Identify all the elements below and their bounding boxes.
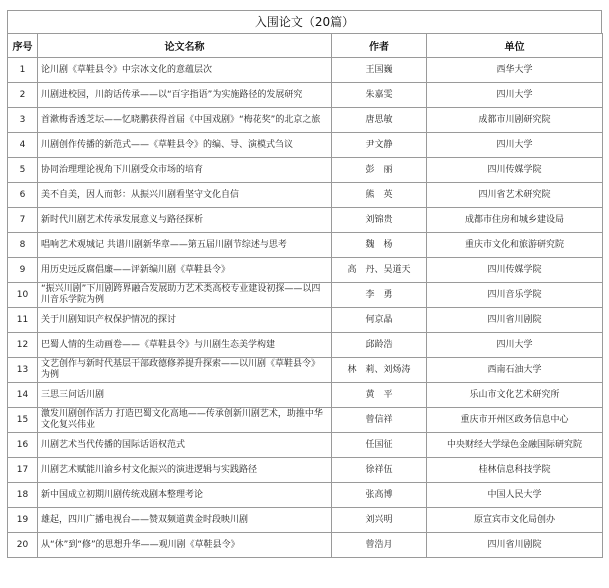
unit-name: 四川省川剧院 bbox=[427, 308, 603, 333]
unit-name: 四川大学 bbox=[427, 83, 603, 108]
row-number: 4 bbox=[8, 133, 38, 158]
table-row bbox=[8, 83, 603, 108]
table-header-row bbox=[8, 34, 603, 58]
author-name: 刘锦贵 bbox=[332, 208, 427, 233]
unit-name: 重庆市开州区政务信息中心 bbox=[427, 408, 603, 433]
paper-title: 用历史远反腐倡廉——评新编川剧《草鞋县令》 bbox=[38, 258, 332, 283]
header-number: 序号 bbox=[8, 34, 38, 58]
author-name: 高 丹、吴道天 bbox=[332, 258, 427, 283]
table-row bbox=[8, 233, 603, 258]
table-row bbox=[8, 208, 603, 233]
table-row bbox=[8, 383, 603, 408]
table-row bbox=[8, 333, 603, 358]
table-row bbox=[8, 533, 603, 558]
author-name: 彭 丽 bbox=[332, 158, 427, 183]
table-row bbox=[8, 183, 603, 208]
row-number: 14 bbox=[8, 383, 38, 408]
header-paper: 论文名称 bbox=[38, 34, 332, 58]
table-row bbox=[8, 158, 603, 183]
unit-name: 中央财经大学绿色金融国际研究院 bbox=[427, 433, 603, 458]
paper-list-sheet bbox=[7, 10, 602, 558]
table-row bbox=[8, 508, 603, 533]
row-number: 18 bbox=[8, 483, 38, 508]
table-row bbox=[8, 483, 603, 508]
row-number: 2 bbox=[8, 83, 38, 108]
row-number: 12 bbox=[8, 333, 38, 358]
author-name: 何京晶 bbox=[332, 308, 427, 333]
author-name: 熊 英 bbox=[332, 183, 427, 208]
table-row bbox=[8, 283, 603, 308]
author-name: 张高博 bbox=[332, 483, 427, 508]
row-number: 19 bbox=[8, 508, 38, 533]
table-row bbox=[8, 458, 603, 483]
row-number: 13 bbox=[8, 358, 38, 383]
paper-title: 川剧艺术当代传播的国际话语权范式 bbox=[38, 433, 332, 458]
table-row bbox=[8, 358, 603, 383]
paper-title: 论川剧《草鞋县令》中宗冰文化的意蕴层次 bbox=[38, 58, 332, 83]
author-name: 曾信祥 bbox=[332, 408, 427, 433]
paper-title: 川剧艺术赋能川渝乡村文化振兴的演进逻辑与实践路径 bbox=[38, 458, 332, 483]
table-row bbox=[8, 408, 603, 433]
row-number: 17 bbox=[8, 458, 38, 483]
author-name: 刘兴明 bbox=[332, 508, 427, 533]
author-name: 魏 杨 bbox=[332, 233, 427, 258]
table-row bbox=[8, 108, 603, 133]
unit-name: 成都市川剧研究院 bbox=[427, 108, 603, 133]
author-name: 唐思敏 bbox=[332, 108, 427, 133]
table-row bbox=[8, 58, 603, 83]
unit-name: 乐山市文化艺术研究所 bbox=[427, 383, 603, 408]
row-number: 11 bbox=[8, 308, 38, 333]
paper-title: 关于川剧知识产权保护情况的探讨 bbox=[38, 308, 332, 333]
row-number: 1 bbox=[8, 58, 38, 83]
unit-name: 成都市住房和城乡建设局 bbox=[427, 208, 603, 233]
table-row bbox=[8, 433, 603, 458]
paper-title: 川剧创作传播的新范式——《草鞋县令》的编、导、演模式刍议 bbox=[38, 133, 332, 158]
unit-name: 四川省川剧院 bbox=[427, 533, 603, 558]
paper-title: 唱响艺术观城记 共谱川剧新华章——第五届川剧节综述与思考 bbox=[38, 233, 332, 258]
paper-table bbox=[7, 33, 603, 558]
row-number: 20 bbox=[8, 533, 38, 558]
unit-name: 重庆市文化和旅游研究院 bbox=[427, 233, 603, 258]
paper-title: 协同治理理论视角下川剧受众市场的培育 bbox=[38, 158, 332, 183]
table-row bbox=[8, 308, 603, 333]
unit-name: 四川省艺术研究院 bbox=[427, 183, 603, 208]
paper-title: “振兴川剧”下川剧跨界融合发展助力艺术类高校专业建设初探——以四川音乐学院为例 bbox=[38, 283, 332, 308]
row-number: 9 bbox=[8, 258, 38, 283]
paper-title: 首漱梅香透芝坛——忆晓鹏获得首届《中国戏剧》“梅花奖”的北京之旅 bbox=[38, 108, 332, 133]
unit-name: 四川传媒学院 bbox=[427, 158, 603, 183]
author-name: 徐祥伍 bbox=[332, 458, 427, 483]
author-name: 朱嘉雯 bbox=[332, 83, 427, 108]
unit-name: 西华大学 bbox=[427, 58, 603, 83]
row-number: 10 bbox=[8, 283, 38, 308]
table-row bbox=[8, 258, 603, 283]
table-row bbox=[8, 133, 603, 158]
unit-name: 四川传媒学院 bbox=[427, 258, 603, 283]
author-name: 林 莉、刘炀涛 bbox=[332, 358, 427, 383]
paper-title: 激发川剧创作活力 打造巴蜀文化高地——传承创新川剧艺术，助推中华文化复兴伟业 bbox=[38, 408, 332, 433]
paper-title: 从“休”到“修”的思想升华——观川剧《草鞋县令》 bbox=[38, 533, 332, 558]
author-name: 尹文静 bbox=[332, 133, 427, 158]
author-name: 曾浩月 bbox=[332, 533, 427, 558]
sheet-title: 入围论文（20篇） bbox=[7, 10, 602, 33]
row-number: 7 bbox=[8, 208, 38, 233]
paper-title: 川剧进校园，川韵话传承——以“百字指语”为实施路径的发展研究 bbox=[38, 83, 332, 108]
row-number: 3 bbox=[8, 108, 38, 133]
paper-title: 美不自美，因人而彰：从振兴川剧看坚守文化自信 bbox=[38, 183, 332, 208]
row-number: 15 bbox=[8, 408, 38, 433]
unit-name: 中国人民大学 bbox=[427, 483, 603, 508]
paper-title: 三思三问话川剧 bbox=[38, 383, 332, 408]
author-name: 王国巍 bbox=[332, 58, 427, 83]
paper-title: 雄起，四川广播电视台——赞双频道黄金时段映川剧 bbox=[38, 508, 332, 533]
paper-title: 新中国成立初期川剧传统戏剧本整理考论 bbox=[38, 483, 332, 508]
header-unit: 单位 bbox=[427, 34, 603, 58]
unit-name: 四川大学 bbox=[427, 133, 603, 158]
row-number: 5 bbox=[8, 158, 38, 183]
paper-title: 巴蜀人情的生动画卷——《草鞋县令》与川剧生态美学构建 bbox=[38, 333, 332, 358]
row-number: 16 bbox=[8, 433, 38, 458]
author-name: 李 勇 bbox=[332, 283, 427, 308]
row-number: 8 bbox=[8, 233, 38, 258]
author-name: 任国征 bbox=[332, 433, 427, 458]
unit-name: 桂林信息科技学院 bbox=[427, 458, 603, 483]
unit-name: 西南石油大学 bbox=[427, 358, 603, 383]
unit-name: 四川大学 bbox=[427, 333, 603, 358]
author-name: 邱龄浩 bbox=[332, 333, 427, 358]
unit-name: 四川音乐学院 bbox=[427, 283, 603, 308]
row-number: 6 bbox=[8, 183, 38, 208]
header-author: 作者 bbox=[332, 34, 427, 58]
paper-title: 新时代川剧艺术传承发展意义与路径探析 bbox=[38, 208, 332, 233]
unit-name: 原宣宾市文化局创办 bbox=[427, 508, 603, 533]
paper-title: 文艺创作与新时代基层干部政德修养提升探索——以川剧《草鞋县令》为例 bbox=[38, 358, 332, 383]
author-name: 黄 平 bbox=[332, 383, 427, 408]
